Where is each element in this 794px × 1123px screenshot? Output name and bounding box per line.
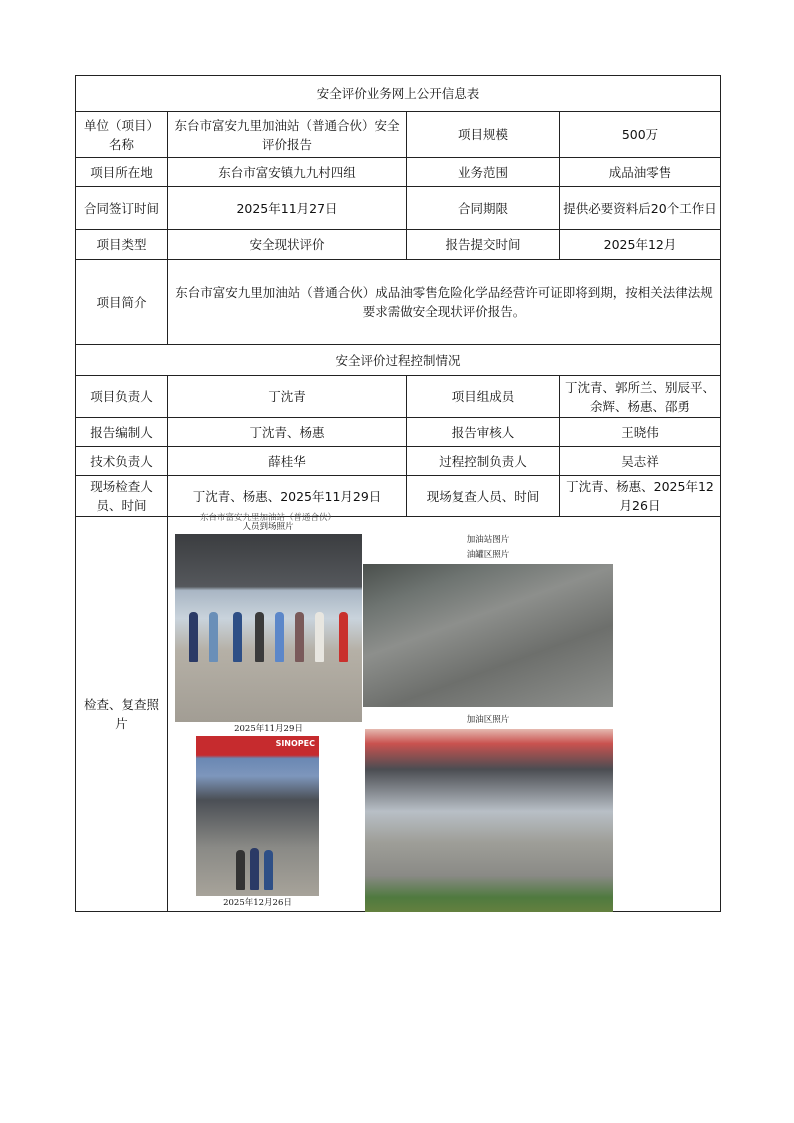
label: 合同签订时间 bbox=[76, 187, 168, 230]
label: 过程控制负责人 bbox=[407, 447, 560, 476]
label: 现场检查人员、时间 bbox=[76, 476, 168, 517]
value: 东台市富安镇九九村四组 bbox=[168, 158, 407, 187]
label: 检查、复查照片 bbox=[76, 517, 168, 912]
value: 2025年12月 bbox=[560, 230, 721, 260]
label: 现场复查人员、时间 bbox=[407, 476, 560, 517]
value: 王晓伟 bbox=[560, 418, 721, 447]
fueling-area-photo bbox=[365, 729, 613, 912]
photo-caption: 油罐区照片 bbox=[466, 550, 510, 560]
label: 技术负责人 bbox=[76, 447, 168, 476]
label: 业务范围 bbox=[407, 158, 560, 187]
value: 安全现状评价 bbox=[168, 230, 407, 260]
label: 项目简介 bbox=[76, 260, 168, 345]
label: 报告审核人 bbox=[407, 418, 560, 447]
info-table bbox=[75, 75, 721, 912]
value: 丁沈青、杨惠、2025年12月26日 bbox=[560, 476, 721, 517]
label: 项目组成员 bbox=[407, 376, 560, 418]
value: 2025年11月27日 bbox=[168, 187, 407, 230]
label: 项目所在地 bbox=[76, 158, 168, 187]
recheck-photo bbox=[196, 736, 319, 896]
value: 成品油零售 bbox=[560, 158, 721, 187]
value: 东台市富安九里加油站（普通合伙）安全评价报告 bbox=[168, 112, 407, 158]
value: 薛桂华 bbox=[168, 447, 407, 476]
value: 丁沈青 bbox=[168, 376, 407, 418]
label: 合同期限 bbox=[407, 187, 560, 230]
label: 项目规模 bbox=[407, 112, 560, 158]
label: 单位（项目）名称 bbox=[76, 112, 168, 158]
value: 提供必要资料后20个工作日 bbox=[560, 187, 721, 230]
value: 丁沈青、杨惠 bbox=[168, 418, 407, 447]
value: 丁沈青、杨惠、2025年11月29日 bbox=[168, 476, 407, 517]
photos-cell bbox=[168, 513, 721, 912]
label: 报告编制人 bbox=[76, 418, 168, 447]
table-title: 安全评价业务网上公开信息表 bbox=[76, 76, 721, 112]
photo-caption: 人员到场照片 bbox=[242, 522, 294, 532]
staff-photo bbox=[175, 534, 362, 722]
tank-area-photo bbox=[363, 564, 613, 707]
photo-caption: 加油站图片 bbox=[466, 535, 510, 545]
value: 吴志祥 bbox=[560, 447, 721, 476]
photo-caption: 东台市富安九里加油站（普通合伙） bbox=[199, 513, 336, 523]
label: 报告提交时间 bbox=[407, 230, 560, 260]
photo-date: 2025年12月26日 bbox=[223, 898, 292, 908]
intro-text: 东台市富安九里加油站（普通合伙）成品油零售危险化学品经营许可证即将到期，按相关法律法规要求需做安全现状评价报告。 bbox=[168, 260, 721, 345]
value: 500万 bbox=[560, 112, 721, 158]
section-title: 安全评价过程控制情况 bbox=[76, 345, 721, 376]
label: 项目负责人 bbox=[76, 376, 168, 418]
canopy-sign: SINOPEC bbox=[275, 739, 315, 748]
photo-caption: 加油区照片 bbox=[466, 715, 510, 725]
photo-date: 2025年11月29日 bbox=[234, 724, 303, 734]
label: 项目类型 bbox=[76, 230, 168, 260]
value: 丁沈青、郭所兰、别辰平、余辉、杨惠、邵勇 bbox=[560, 376, 721, 418]
